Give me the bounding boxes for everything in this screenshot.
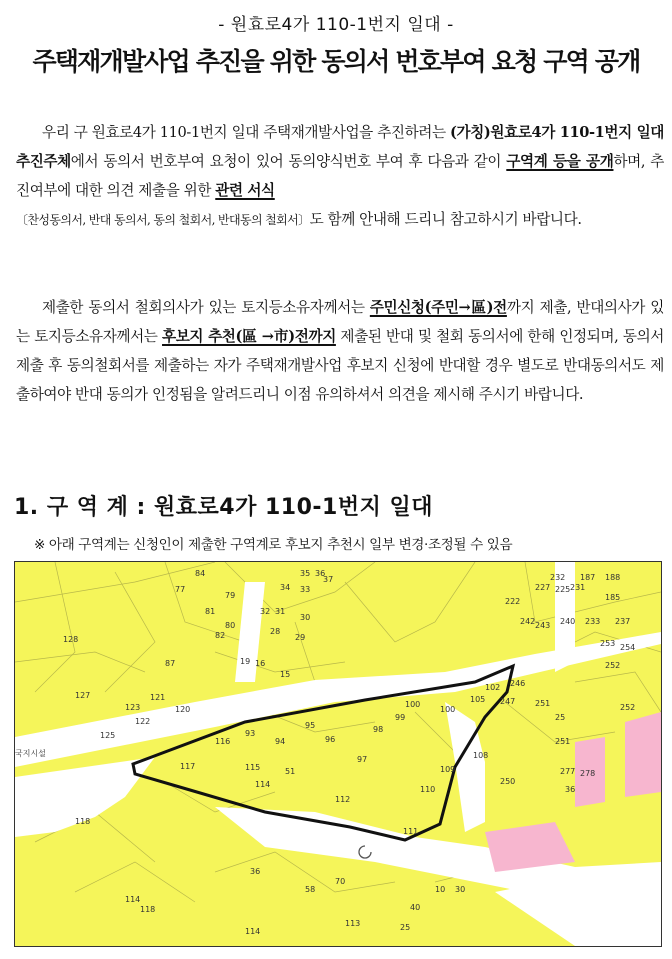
svg-text:10: 10 [435, 885, 446, 894]
svg-text:187: 187 [580, 573, 596, 582]
svg-text:240: 240 [560, 617, 576, 626]
svg-text:188: 188 [605, 573, 621, 582]
svg-text:113: 113 [345, 919, 361, 928]
svg-text:246: 246 [510, 679, 526, 688]
svg-text:116: 116 [215, 737, 231, 746]
svg-text:30: 30 [455, 885, 466, 894]
svg-text:25: 25 [400, 923, 411, 932]
svg-text:79: 79 [225, 591, 236, 600]
svg-text:40: 40 [410, 903, 421, 912]
svg-text:121: 121 [150, 693, 166, 702]
svg-text:51: 51 [285, 767, 296, 776]
svg-text:36: 36 [565, 785, 576, 794]
map-svg [15, 562, 661, 946]
svg-text:237: 237 [615, 617, 631, 626]
svg-text:109: 109 [440, 765, 456, 774]
svg-text:251: 251 [535, 699, 551, 708]
svg-text:233: 233 [585, 617, 601, 626]
page-title: 주택재개발사업 추진을 위한 동의서 번호부여 요청 구역 공개 [32, 47, 640, 76]
svg-text:19: 19 [240, 657, 251, 666]
svg-text:82: 82 [215, 631, 226, 640]
svg-text:227: 227 [535, 583, 551, 592]
disclosure-emphasis: 구역계 등을 공개 [506, 153, 614, 170]
svg-text:222: 222 [505, 597, 521, 606]
svg-text:252: 252 [605, 661, 621, 670]
svg-text:247: 247 [500, 697, 516, 706]
svg-text:254: 254 [620, 643, 636, 652]
svg-text:110: 110 [420, 785, 436, 794]
svg-text:34: 34 [280, 583, 291, 592]
svg-text:35: 35 [300, 569, 311, 578]
svg-text:112: 112 [335, 795, 351, 804]
svg-text:108: 108 [473, 751, 489, 760]
area-boundary-map [14, 561, 662, 947]
intro-text-h: 도 함께 안내해 드리니 참고하시기 바랍니다. [309, 211, 582, 228]
svg-text:115: 115 [245, 763, 261, 772]
svg-text:253: 253 [600, 639, 616, 648]
notice-paragraph [16, 293, 664, 409]
svg-text:114: 114 [245, 927, 261, 936]
svg-text:122: 122 [135, 717, 151, 726]
svg-text:77: 77 [175, 585, 186, 594]
svg-text:15: 15 [280, 670, 291, 679]
related-forms-link: 관련 서식 [215, 182, 275, 199]
svg-text:277: 277 [560, 767, 576, 776]
svg-text:117: 117 [180, 762, 196, 771]
svg-text:100: 100 [440, 705, 456, 714]
svg-text:232: 232 [550, 573, 566, 582]
svg-text:242: 242 [520, 617, 536, 626]
svg-text:114: 114 [255, 780, 271, 789]
svg-text:252: 252 [620, 703, 636, 712]
svg-text:225: 225 [555, 585, 571, 594]
svg-text:16: 16 [255, 659, 266, 668]
notice-text-c: 까지 제출, 반대의사가 있는 토지등소유자께서는 [16, 299, 665, 345]
svg-text:84: 84 [195, 569, 206, 578]
svg-text:36: 36 [250, 867, 261, 876]
svg-text:96: 96 [325, 735, 336, 744]
svg-text:30: 30 [300, 613, 311, 622]
section-heading: 1. 구 역 계 : 원효로4가 110-1번지 일대 [14, 495, 434, 520]
svg-text:125: 125 [100, 731, 116, 740]
intro-text-c: 에서 동의서 번호부여 요청이 있어 동의양식번호 부여 후 다음과 같이 [70, 153, 507, 170]
svg-text:123: 123 [125, 703, 141, 712]
svg-text:102: 102 [485, 683, 501, 692]
svg-text:70: 70 [335, 877, 346, 886]
svg-text:111: 111 [403, 827, 419, 836]
svg-text:37: 37 [323, 575, 334, 584]
svg-text:99: 99 [395, 713, 406, 722]
svg-text:127: 127 [75, 691, 91, 700]
svg-text:25: 25 [555, 713, 566, 722]
intro-text-e: 하며, 추진여부에 대한 의견 제출을 위한 [16, 153, 664, 199]
notice-text-a: 제출한 동의서 철회의사가 있는 토지등소유자께서는 [42, 299, 370, 316]
svg-text:185: 185 [605, 593, 621, 602]
svg-text:128: 128 [63, 635, 79, 644]
svg-text:58: 58 [305, 885, 316, 894]
svg-text:251: 251 [555, 737, 571, 746]
svg-text:98: 98 [373, 725, 384, 734]
resident-application-deadline: 주민신청(주민→區)전 [369, 299, 507, 316]
svg-text:118: 118 [75, 817, 91, 826]
svg-text:36: 36 [315, 569, 326, 578]
svg-text:118: 118 [140, 905, 156, 914]
page-subtitle: - 원효로4가 110-1번지 일대 - [218, 15, 454, 35]
svg-text:32: 32 [260, 607, 271, 616]
svg-text:81: 81 [205, 607, 216, 616]
svg-text:105: 105 [470, 695, 486, 704]
svg-text:100: 100 [405, 700, 421, 709]
svg-text:278: 278 [580, 769, 596, 778]
intro-text-a: 우리 구 원효로4가 110-1번지 일대 주택재개발사업을 추진하려는 [42, 124, 451, 141]
svg-text:국지시설: 국지시설 [15, 749, 46, 758]
svg-text:29: 29 [295, 633, 306, 642]
svg-text:250: 250 [500, 777, 516, 786]
section-note: ※ 아래 구역계는 신청인이 제출한 구역계로 후보지 추천시 일부 변경·조정될 수 있음 [34, 537, 513, 553]
svg-text:231: 231 [570, 583, 586, 592]
forms-list: 〔찬성동의서, 반대 동의서, 동의 철회서, 반대동의 철회서〕 [16, 213, 310, 227]
svg-text:243: 243 [535, 621, 551, 630]
svg-text:93: 93 [245, 729, 256, 738]
notice-text-e: 제출된 반대 및 철회 동의서에 한해 인정되며, 동의서 제출 후 동의철회서를 제출하는 자가 주택재개발사업 후보지 신청에 반대할 경우 별도로 반대동의서도 제출하여야 반대 동의가 인정됨을 알려드리니 이점 유의하셔서 의견을 제시해 주시기 바랍니다. [16, 328, 664, 403]
svg-text:87: 87 [165, 659, 176, 668]
svg-text:28: 28 [270, 627, 281, 636]
intro-paragraph [16, 118, 664, 235]
svg-text:80: 80 [225, 621, 236, 630]
proposer-name: (가칭)원효로4가 110-1번지 일대 추진주체 [16, 124, 664, 170]
svg-text:97: 97 [357, 755, 368, 764]
svg-text:94: 94 [275, 737, 286, 746]
svg-text:95: 95 [305, 721, 316, 730]
svg-text:114: 114 [125, 895, 141, 904]
svg-text:31: 31 [275, 607, 286, 616]
candidate-recommendation-deadline: 후보지 추천(區 →市)전까지 [162, 328, 336, 345]
svg-text:120: 120 [175, 705, 191, 714]
svg-text:33: 33 [300, 585, 311, 594]
